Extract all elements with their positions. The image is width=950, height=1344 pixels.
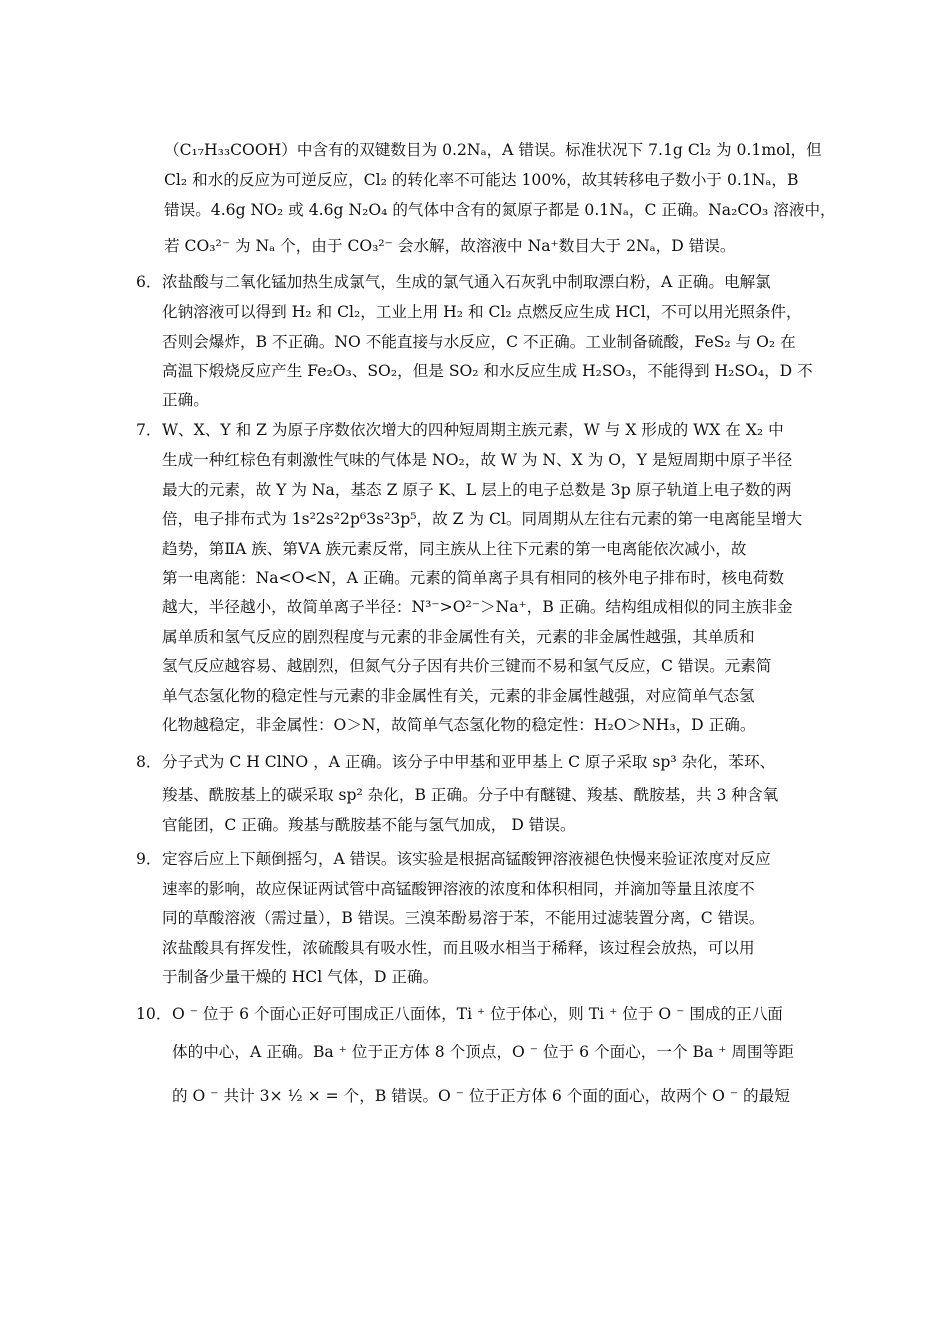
text-line: （C₁₇H₃₃COOH）中含有的双键数目为 0.2Nₐ，A 错误。标准状况下 7.1g Cl₂ 为 0.1mol，但 (164, 141, 822, 159)
item-number: 7． (136, 421, 162, 439)
text-line: 官能团，C 正确。羧基与酰胺基不能与氢气加成， D 错误。 (162, 816, 576, 834)
text-line: 生成一种红棕色有刺激性气味的气体是 NO₂，故 W 为 N、X 为 O，Y 是短周期中原子半径 (162, 451, 793, 469)
text-line: 错误。4.6g NO₂ 或 4.6g N₂O₄ 的气体中含有的氮原子都是 0.1Nₐ，C 正确。Na₂CO₃ 溶液中， (164, 201, 836, 219)
item-number: 10． (136, 1005, 172, 1023)
text-line: 高温下煅烧反应产生 Fe₂O₃、SO₂，但是 SO₂ 和水反应生成 H₂SO₃，不能得到 H₂SO₄，D 不 (162, 362, 813, 380)
text-line: 体的中心，A 正确。Ba ⁺ 位于正方体 8 个顶点，O ⁻ 位于 6 个面心，一个 Ba ⁺ 周围等距 (172, 1043, 794, 1061)
text-line: 同的草酸溶液（需过量），B 错误。三溴苯酚易溶于苯，不能用过滤装置分离，C 错误。 (162, 909, 765, 927)
text-line: 最大的元素，故 Y 为 Na，基态 Z 原子 K、L 层上的电子总数是 3p 原子轨道上电子数的两 (162, 481, 792, 499)
text-line: 否则会爆炸，B 不正确。NO 不能直接与水反应，C 不正确。工业制备硫酸，FeS₂ 与 O₂ 在 (162, 333, 796, 351)
text-line: 羧基、酰胺基上的碳采取 sp² 杂化，B 正确。分子中有醚键、羧基、酰胺基，共 3 种含氧 (162, 786, 779, 804)
text-line: 倍，电子排布式为 1s²2s²2p⁶3s²3p⁵，故 Z 为 Cl。同周期从左往右元素的第一电离能呈增大 (162, 510, 803, 528)
text-line: 单气态氢化物的稳定性与元素的非金属性有关，元素的非金属性越强，对应简单气态氢 (162, 687, 755, 705)
text-line: O ⁻ 位于 6 个面心正好可围成正八面体，Ti ⁺ 位于体心，则 Ti ⁺ 位于 O ⁻ 围成的正八面 (172, 1005, 783, 1023)
text-line: 氢气反应越容易、越剧烈，但氮气分子因有共价三键而不易和氢气反应，C 错误。元素简 (162, 657, 772, 675)
text-line: 定容后应上下颠倒摇匀，A 错误。该实验是根据高锰酸钾溶液褪色快慢来验证浓度对反应 (162, 850, 771, 868)
text-line: 分子式为 C H ClNO ，A 正确。该分子中甲基和亚甲基上 C 原子采取 sp³ 杂化，苯环、 (162, 753, 776, 771)
text-line: 于制备少量干燥的 HCl 气体，D 正确。 (162, 968, 439, 986)
text-line: 的 O ⁻ 共计 3× ¹⁄₂ × = 个，B 错误。O ⁻ 位于正方体 6 个面的面心，故两个 O ⁻ 的最短 (172, 1087, 790, 1105)
text-line: 趋势，第ⅡA 族、第ⅤA 族元素反常，同主族从上往下元素的第一电离能依次减小，故 (162, 540, 747, 558)
text-line: 越大，半径越小，故简单离子半径：N³⁻>O²⁻＞Na⁺，B 正确。结构组成相似的同主族非金 (162, 598, 793, 616)
item-number: 9． (136, 850, 162, 868)
item-number: 8． (136, 753, 162, 771)
text-line: 属单质和氢气反应的剧烈程度与元素的非金属性有关，元素的非金属性越强，其单质和 (162, 628, 755, 646)
text-line: 化钠溶液可以得到 H₂ 和 Cl₂，工业上用 H₂ 和 Cl₂ 点燃反应生成 HCl，不可以用光照条件， (162, 303, 802, 321)
item-number: 6． (136, 273, 162, 291)
text-line: 化物越稳定，非金属性：O＞N，故简单气态氢化物的稳定性：H₂O＞NH₃，D 正确。 (162, 716, 756, 734)
text-line: W、X、Y 和 Z 为原子序数依次增大的四种短周期主族元素，W 与 X 形成的 WX 在 X₂ 中 (162, 421, 784, 439)
text-line: Cl₂ 和水的反应为可逆反应，Cl₂ 的转化率不可能达 100%，故其转移电子数小于 0.1Nₐ，B (164, 171, 799, 189)
text-line: 速率的影响，故应保证两试管中高锰酸钾溶液的浓度和体积相同，并滴加等量且浓度不 (162, 880, 755, 898)
text-line: 第一电离能：Na<O<N，A 正确。元素的简单离子具有相同的核外电子排布时，核电荷数 (162, 569, 784, 587)
text-line: 正确。 (162, 391, 209, 409)
text-line: 浓盐酸具有挥发性，浓硫酸具有吸水性，而且吸水相当于稀释，该过程会放热，可以用 (162, 939, 755, 957)
text-line: 若 CO₃²⁻ 为 Nₐ 个，由于 CO₃²⁻ 会水解，故溶液中 Na⁺数目大于 2Nₐ，D 错误。 (164, 237, 736, 255)
text-line: 浓盐酸与二氧化锰加热生成氯气，生成的氯气通入石灰乳中制取漂白粉，A 正确。电解氯 (162, 273, 771, 291)
